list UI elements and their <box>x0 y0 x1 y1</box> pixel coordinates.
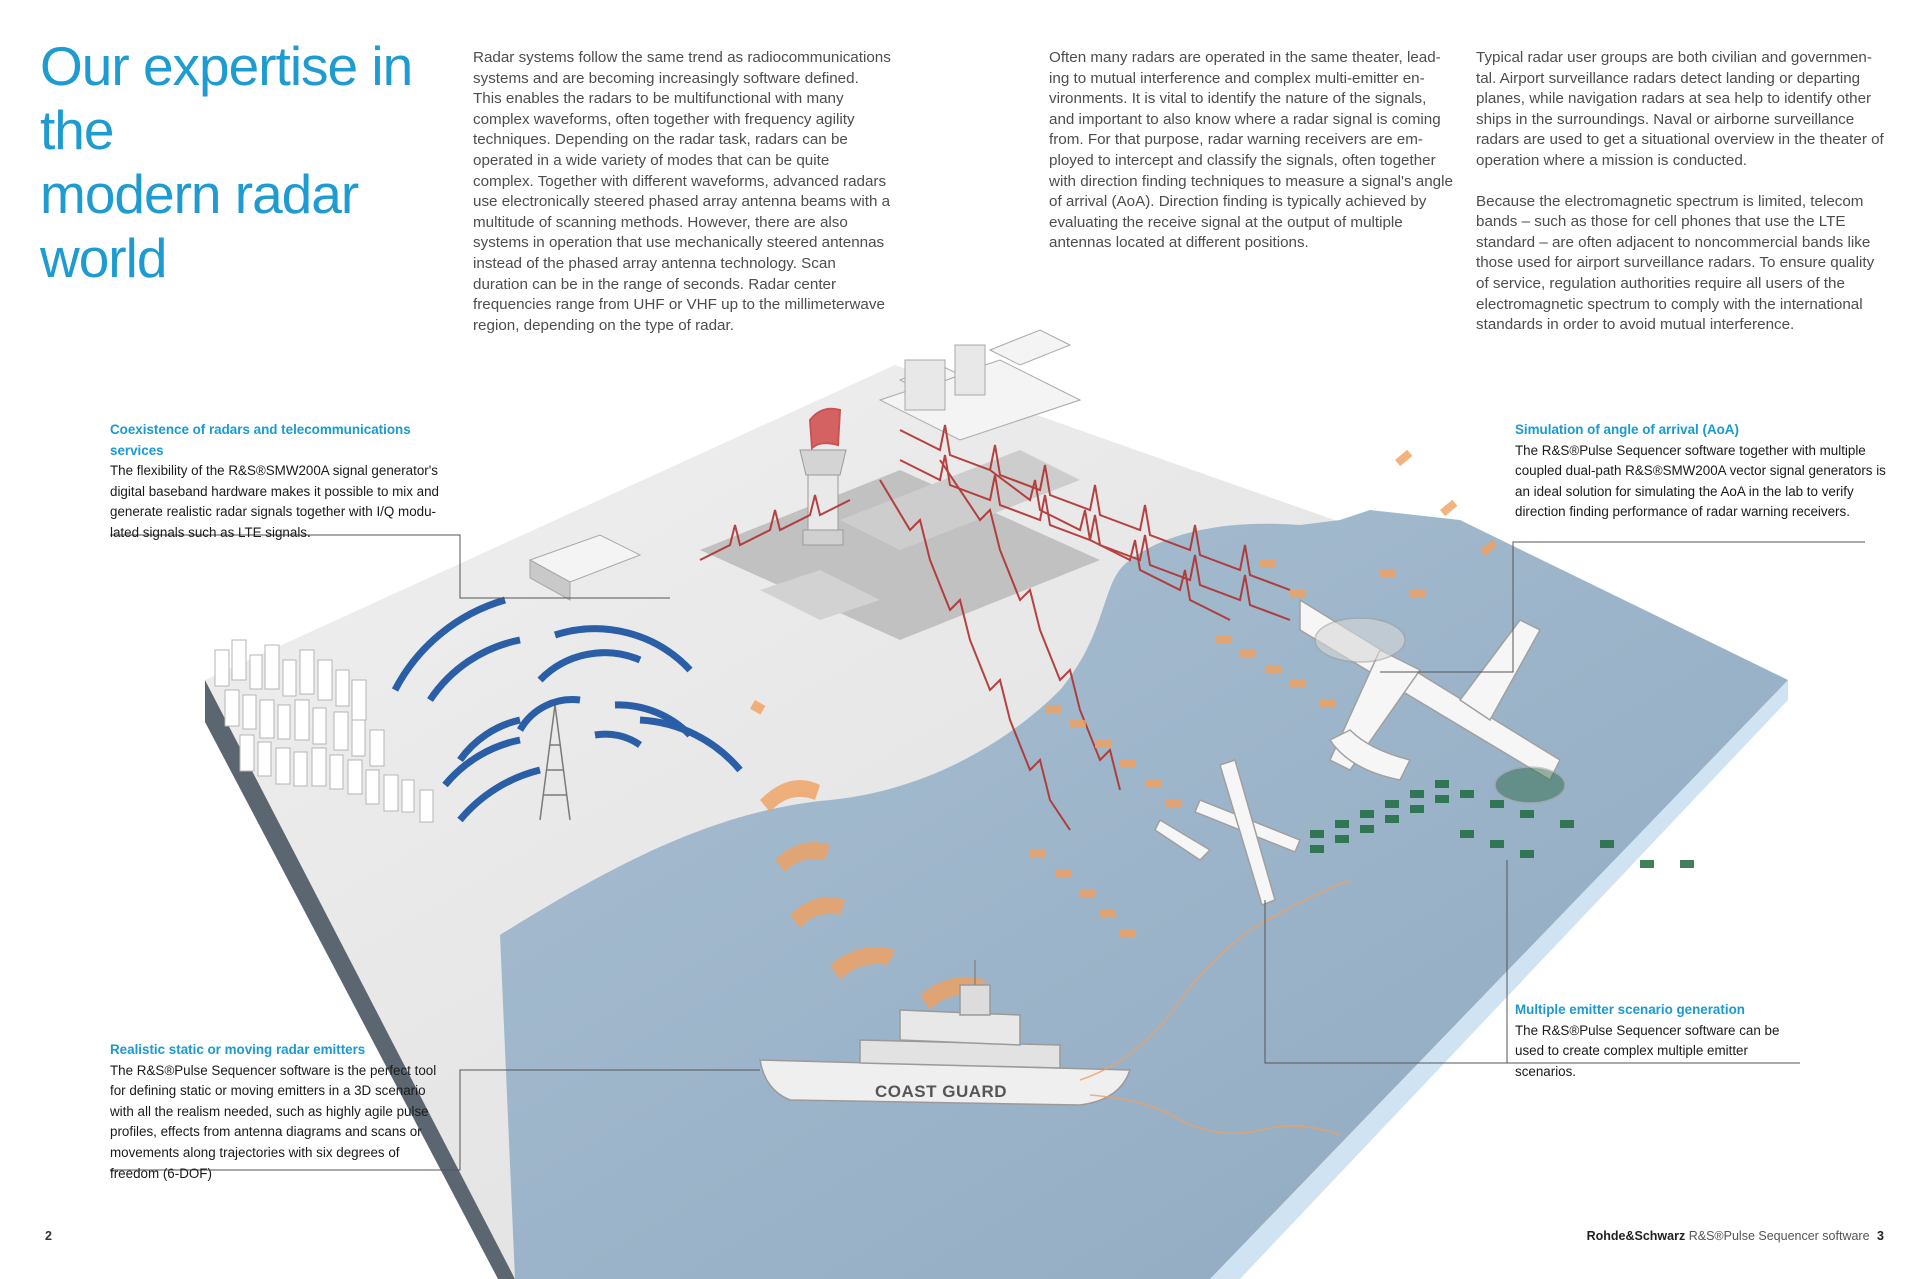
callout-aoa-body: The R&S®Pulse Sequencer software together with multiple coupled dual-path R&S®SMW200A vector signal generators is an ideal solution for simulating the AoA in the lab to verify direction finding performance of radar warning receivers. <box>1515 442 1886 520</box>
page-number-left: 2 <box>45 1229 52 1243</box>
callout-realistic-body: The R&S®Pulse Sequencer software is the perfect tool for defining static or moving emitters in a 3D scenario with all the realism needed, such as highly agile pulse profiles, effects from antenna diagrams and scans or movements along trajectories with six degrees of freedom (6-DOF) <box>110 1062 437 1181</box>
callout-coexistence-heading: Coexistence of radars and telecommunications services <box>110 422 411 458</box>
col3-paragraph-2: Because the electromagnetic spectrum is limited, telecom bands – such as those for cell phones that use the LTE standard – are often adjacent to noncommercial bands like those used for airport surveillance radars. To ensure quality of service, regulation authorities require all users of the electromagnetic spectrum to comply with the international standards in order to avoid mutual interference. <box>1476 192 1875 334</box>
callout-coexistence-body: The flexibility of the R&S®SMW200A signal generator's digital baseband hardware makes it possible to mix and generate realistic radar signals together with I/Q modulated signals such as LTE signals. <box>110 463 439 540</box>
footer-right <box>1587 1229 1884 1243</box>
col1-paragraph: Radar systems follow the same trend as radiocommunications systems and are becoming increasingly software defined. This enables the radars to be multifunctional with many complex waveforms, often together with frequency agility techniques. Depending on the radar task, radars can be operated in a wide variety of modes that can be quite complex. Together with different waveforms, advanced radars use electronically steered phased array antenna beams with a multitude of scanning methods. However, there are also systems in operation that use mechanically steered antennas instead of the phased array antenna technology. Scan duration can be in the range of seconds. Radar center frequencies range from UHF or VHF up to the millimeterwave region, depending on the type of radar. <box>473 49 891 334</box>
callout-aoa-heading: Simulation of angle of arrival (AoA) <box>1515 422 1739 437</box>
airport-radar-antenna <box>810 409 840 448</box>
callout-multiple-heading: Multiple emitter scenario generation <box>1515 1002 1745 1017</box>
ship-label-text: COAST GUARD <box>875 1082 1008 1101</box>
footer-brand: Rohde&Schwarz <box>1586 1229 1686 1243</box>
callout-realistic-heading: Realistic static or moving radar emitters <box>110 1042 366 1057</box>
page-title-line1: Our expertise in the <box>40 35 413 161</box>
col3-paragraph-1: Typical radar user groups are both civilian and governmental. Airport surveillance radars detect landing or departing planes, while navigation radars at sea help to identify other ships in the surroundings. Naval or airborne surveillance radars are used to get a situational overview in the theater of operation where a mission is conducted. <box>1476 49 1884 169</box>
callout-multiple-emitter <box>1515 1000 1805 1082</box>
callout-multiple-body: The R&S®Pulse Sequencer software can be used to create complex multiple emitter scenarios. <box>1515 1022 1780 1079</box>
callout-aoa <box>1515 420 1890 523</box>
footer-product: R&S®Pulse Sequencer software <box>1688 1229 1870 1243</box>
callout-realistic-emitters <box>110 1040 450 1184</box>
col2-paragraph: Often many radars are operated in the same theater, leading to mutual interference and complex multi-emitter environments. It is vital to identify the nature of the signals, and important to also know where a radar signal is coming from. For that purpose, radar warning receivers are employed to intercept and classify the signals, often together with direction finding techniques to measure a signal's angle of arrival (AoA). Direction finding is typically achieved by evaluating the receive signal at the output of multiple antennas located at different positions. <box>1049 49 1453 252</box>
page-title-line2: modern radar world <box>40 163 359 289</box>
page-number-right: 3 <box>1877 1229 1884 1243</box>
callout-coexistence <box>110 420 450 544</box>
